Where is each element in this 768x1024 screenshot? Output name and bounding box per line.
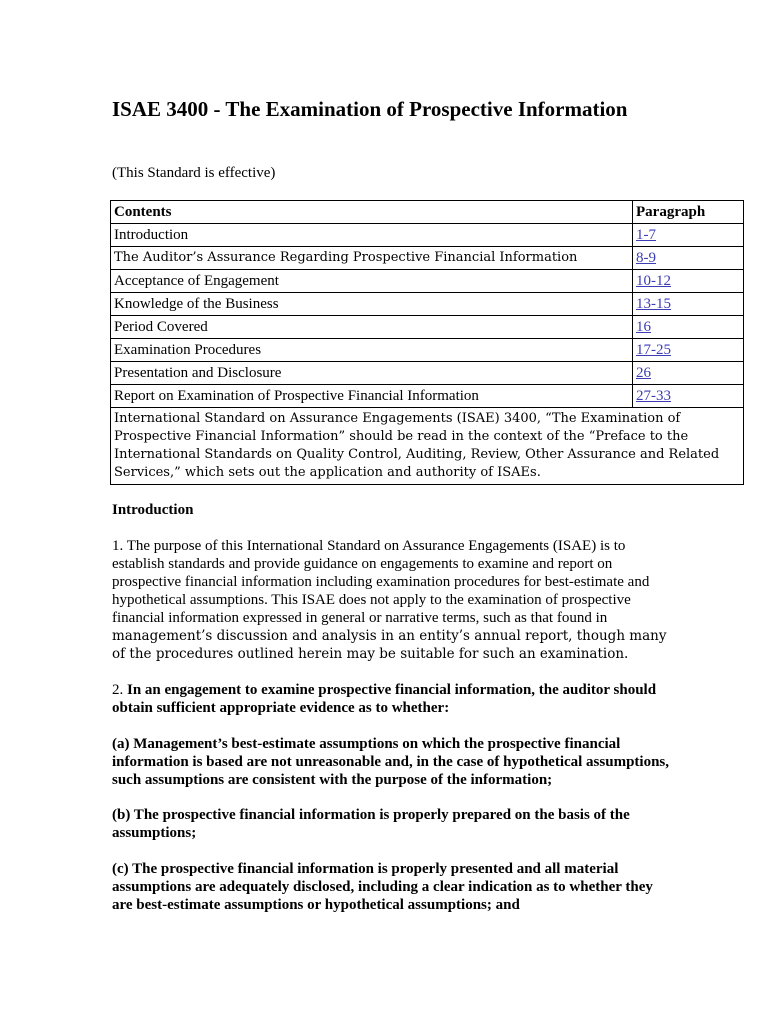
- paragraph-link[interactable]: 1-7: [636, 227, 656, 243]
- table-row: [111, 316, 744, 339]
- row-paragraph-cell: [633, 316, 744, 339]
- paragraph-2: [112, 681, 672, 717]
- paragraph-link[interactable]: 13-15: [636, 296, 671, 312]
- row-paragraph-cell: [633, 293, 744, 316]
- table-row: [111, 247, 744, 270]
- paragraph-1-text-cont: management’s discussion and analysis in an entity’s annual report, though many of the procedures outlined herein may be suitable for such an examination.: [112, 628, 667, 662]
- paragraph-2-text: In an engagement to examine prospective financial information, the auditor should obtain sufficient appropriate evidence as to whether:: [112, 682, 657, 716]
- paragraph-link[interactable]: 17-25: [636, 342, 671, 358]
- table-row: [111, 270, 744, 293]
- row-label: Period Covered: [111, 316, 633, 339]
- item-b: (b) The prospective financial information is properly prepared on the basis of the assumptions;: [112, 807, 630, 841]
- row-label: Knowledge of the Business: [111, 293, 633, 316]
- paragraph-header: Paragraph: [633, 201, 744, 224]
- table-row: [111, 339, 744, 362]
- row-label: Examination Procedures: [111, 339, 633, 362]
- paragraph-link[interactable]: 27-33: [636, 388, 671, 404]
- item-a: (a) Management’s best-estimate assumptions on which the prospective financial information is based are not unreasonable and, in the case of hypothetical assumptions, such assumptions are consistent with the purpose of the information;: [112, 736, 670, 788]
- row-label: Report on Examination of Prospective Financial Information: [111, 385, 633, 408]
- table-row: [111, 293, 744, 316]
- contents-header: Contents: [111, 201, 633, 224]
- paragraph-link[interactable]: 16: [636, 319, 651, 335]
- paragraph-link[interactable]: 8-9: [636, 250, 656, 266]
- contents-table: [110, 200, 744, 485]
- paragraph-1: [112, 537, 672, 663]
- row-paragraph-cell: [633, 385, 744, 408]
- row-paragraph-cell: [633, 362, 744, 385]
- paragraph-1-text: 1. The purpose of this International Standard on Assurance Engagements (ISAE) is to establish standards and provide guidance on engagements to examine and report on prospective financial information including examination procedures for best-estimate and hypothetical assumptions. This ISAE does not apply to the examination of prospective financial information expressed in general or narrative terms, such as that found in: [112, 538, 650, 626]
- row-paragraph-cell: [633, 247, 744, 270]
- standard-note: International Standard on Assurance Engagements (ISAE) 3400, “The Examination of Prospective Financial Information” should be read in the context of the “Preface to the International Standards on Quality Control, Auditing, Review, Other Assurance and Related Services,” which sets out the application and authority of ISAEs.: [111, 408, 744, 485]
- row-paragraph-cell: [633, 224, 744, 247]
- table-note-row: [111, 408, 744, 485]
- table-row: [111, 385, 744, 408]
- table-row: [111, 362, 744, 385]
- row-label: Acceptance of Engagement: [111, 270, 633, 293]
- row-label: Presentation and Disclosure: [111, 362, 633, 385]
- row-paragraph-cell: [633, 270, 744, 293]
- row-label: Introduction: [111, 224, 633, 247]
- paragraph-2-number: 2.: [112, 682, 124, 698]
- table-row: [111, 224, 744, 247]
- table-header-row: [111, 201, 744, 224]
- row-label: The Auditor’s Assurance Regarding Prospective Financial Information: [111, 247, 633, 270]
- item-c: (c) The prospective financial information is properly presented and all material assumptions are adequately disclosed, including a clear indication as to whether they are best-estimate assumptions or hypothetical assumptions; and: [112, 861, 653, 913]
- paragraph-link[interactable]: 10-12: [636, 273, 671, 289]
- row-paragraph-cell: [633, 339, 744, 362]
- paragraph-link[interactable]: 26: [636, 365, 651, 381]
- introduction-heading: Introduction: [112, 502, 194, 518]
- page-title: ISAE 3400 - The Examination of Prospective Information: [112, 97, 628, 121]
- effective-status: (This Standard is effective): [112, 165, 276, 181]
